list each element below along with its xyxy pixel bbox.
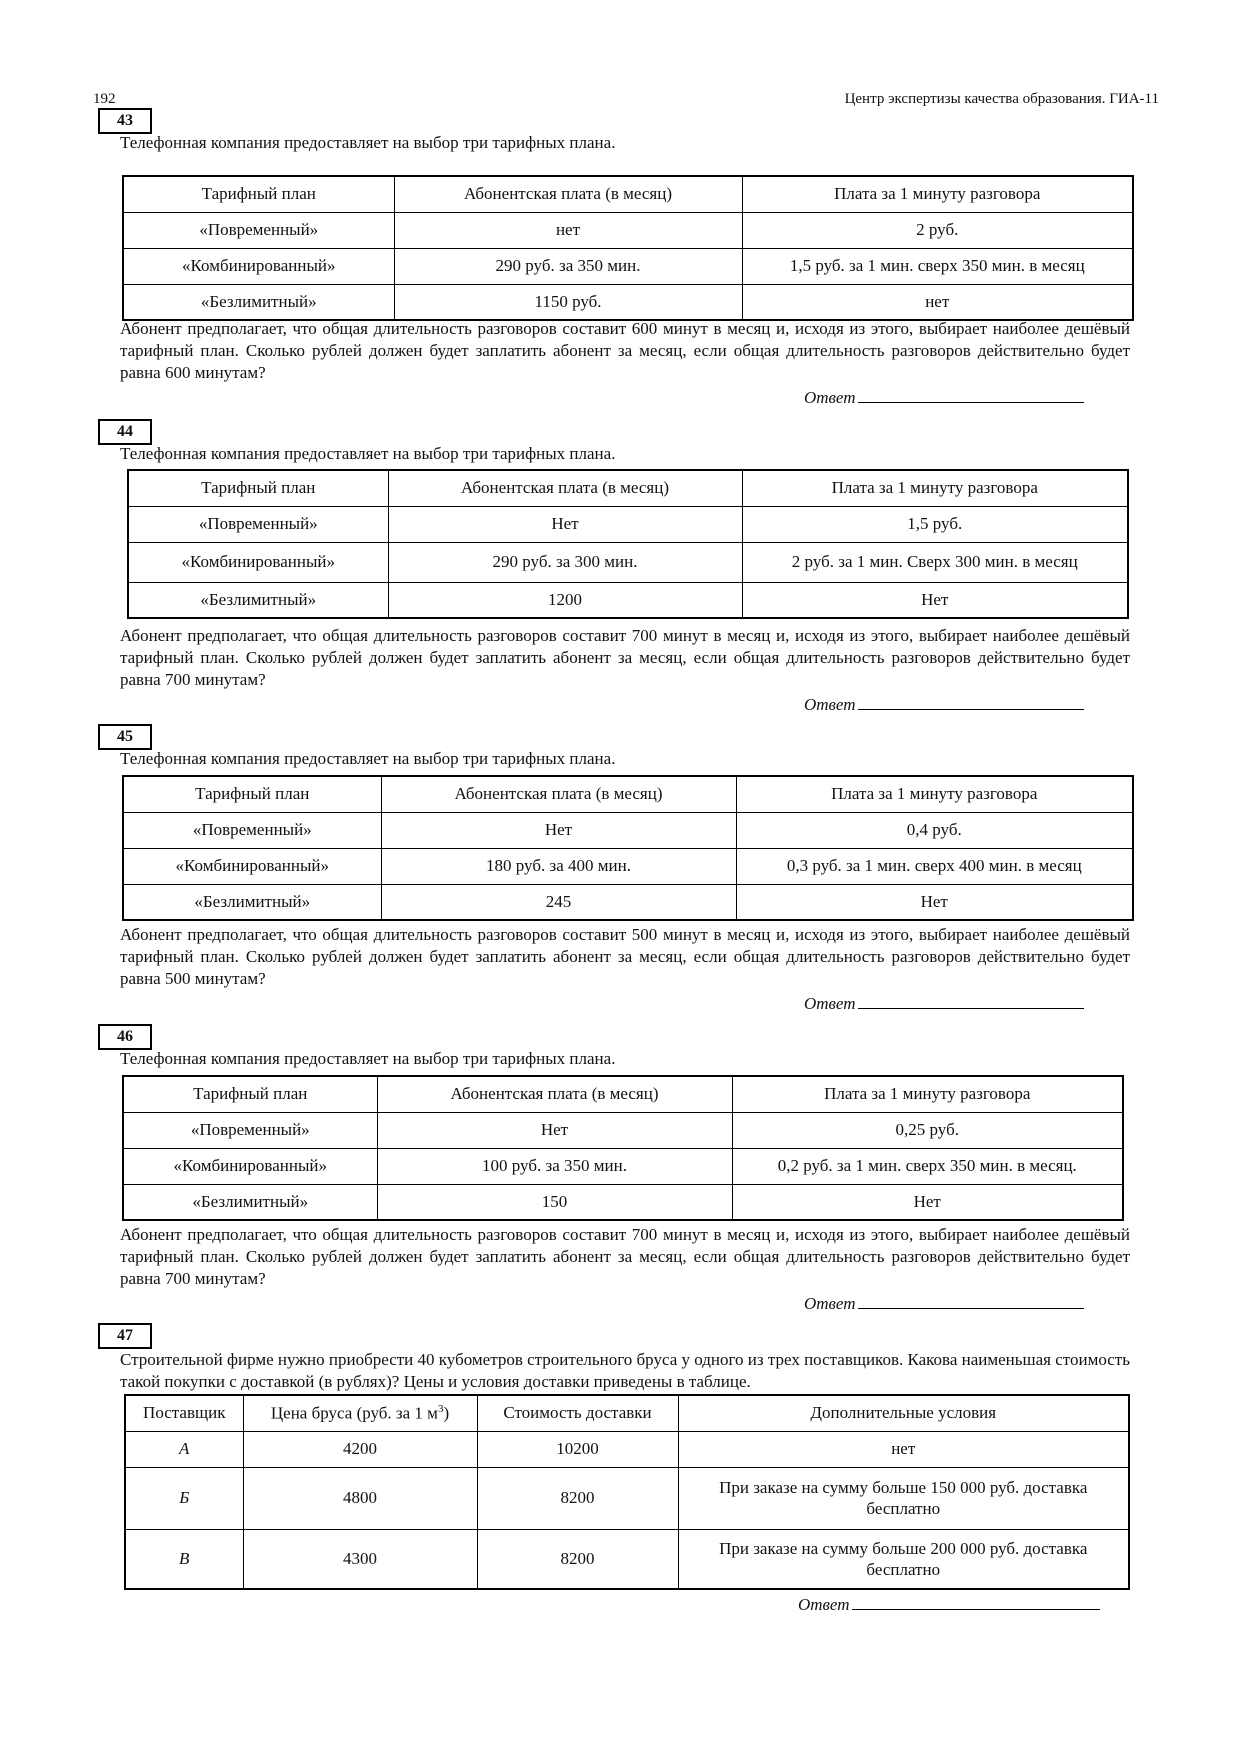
- table-cell: 0,2 руб. за 1 мин. сверх 350 мин. в месяц.: [732, 1148, 1123, 1184]
- column-header: Плата за 1 минуту разговора: [736, 776, 1133, 812]
- page-number: 192: [93, 91, 116, 107]
- supplier-cell: А: [125, 1431, 243, 1467]
- table-cell: 8200: [477, 1467, 678, 1529]
- table-cell: 150: [377, 1184, 732, 1220]
- table-cell: При заказе на сумму больше 150 000 руб. доставка бесплатно: [678, 1467, 1129, 1529]
- table-cell: «Комбинированный»: [128, 542, 388, 582]
- answer-field[interactable]: [804, 1292, 1084, 1314]
- column-header-text: Цена бруса (руб. за 1 м: [270, 1403, 438, 1423]
- task-intro: Телефонная компания предоставляет на выбор три тарифных плана.: [120, 749, 616, 768]
- task-intro: Телефонная компания предоставляет на выбор три тарифных плана.: [120, 133, 616, 152]
- table-cell: 100 руб. за 350 мин.: [377, 1148, 732, 1184]
- table-cell: При заказе на сумму больше 200 000 руб. доставка бесплатно: [678, 1529, 1129, 1589]
- task-number: 43: [98, 108, 152, 134]
- table-cell: нет: [678, 1431, 1129, 1467]
- column-header: Тарифный план: [123, 176, 394, 212]
- task-number: 45: [98, 724, 152, 750]
- supplier-cell: В: [125, 1529, 243, 1589]
- task-intro: Телефонная компания предоставляет на выбор три тарифных плана.: [120, 444, 616, 463]
- table-cell: 290 руб. за 300 мин.: [388, 542, 742, 582]
- table-cell: 290 руб. за 350 мин.: [394, 248, 742, 284]
- table-cell: «Повременный»: [123, 1112, 377, 1148]
- table-cell: 0,25 руб.: [732, 1112, 1123, 1148]
- answer-line[interactable]: [858, 992, 1084, 1009]
- table-cell: 10200: [477, 1431, 678, 1467]
- column-header: Поставщик: [125, 1395, 243, 1431]
- table-cell: 1200: [388, 582, 742, 618]
- answer-field[interactable]: [804, 386, 1084, 408]
- answer-label: Ответ: [804, 1294, 856, 1313]
- column-header: Плата за 1 минуту разговора: [742, 176, 1133, 212]
- column-header: Абонентская плата (в месяц): [381, 776, 736, 812]
- table-cell: 4200: [243, 1431, 477, 1467]
- table-cell: 4300: [243, 1529, 477, 1589]
- table-cell: «Безлимитный»: [128, 582, 388, 618]
- task-question: Абонент предполагает, что общая длительность разговоров составит 500 минут в месяц и, исходя из этого, выбирает наиболее дешёвый тарифный план. Сколько рублей должен будет заплатить абонент за месяц, если общая длительность разговоров действительно будет равна 500 минутам?: [120, 925, 1130, 988]
- task-number: 44: [98, 419, 152, 445]
- running-header: Центр экспертизы качества образования. ГИА-11: [844, 91, 1159, 107]
- table-cell: Нет: [381, 812, 736, 848]
- table-cell: «Комбинированный»: [123, 1148, 377, 1184]
- answer-line[interactable]: [858, 693, 1084, 710]
- answer-field[interactable]: [798, 1593, 1100, 1615]
- column-header: Абонентская плата (в месяц): [388, 470, 742, 506]
- table-cell: нет: [742, 284, 1133, 320]
- answer-line[interactable]: [858, 1292, 1084, 1309]
- table-cell: Нет: [742, 582, 1128, 618]
- tariff-table: [122, 1075, 1124, 1221]
- column-header: Тарифный план: [128, 470, 388, 506]
- column-header: Абонентская плата (в месяц): [377, 1076, 732, 1112]
- task-number: 46: [98, 1024, 152, 1050]
- table-cell: 0,3 руб. за 1 мин. сверх 400 мин. в месяц: [736, 848, 1133, 884]
- tariff-table: [127, 469, 1129, 619]
- supplier-table: [124, 1394, 1130, 1590]
- column-header: Плата за 1 минуту разговора: [742, 470, 1128, 506]
- column-header-text: ): [443, 1403, 450, 1423]
- task-question: Абонент предполагает, что общая длительность разговоров составит 700 минут в месяц и, исходя из этого, выбирает наиболее дешёвый тарифный план. Сколько рублей должен будет заплатить абонент за месяц, если общая длительность разговоров действительно будет равна 700 минутам?: [120, 1225, 1130, 1288]
- table-cell: Нет: [388, 506, 742, 542]
- table-cell: 2 руб. за 1 мин. Сверх 300 мин. в месяц: [742, 542, 1128, 582]
- table-cell: 180 руб. за 400 мин.: [381, 848, 736, 884]
- table-cell: нет: [394, 212, 742, 248]
- column-header: Дополнительные условия: [678, 1395, 1129, 1431]
- table-cell: «Повременный»: [128, 506, 388, 542]
- task-question: Абонент предполагает, что общая длительность разговоров составит 600 минут в месяц и, исходя из этого, выбирает наиболее дешёвый тарифный план. Сколько рублей должен будет заплатить абонент за месяц, если общая длительность разговоров действительно будет равна 600 минутам?: [120, 319, 1130, 382]
- table-cell: «Безлимитный»: [123, 284, 394, 320]
- supplier-cell: Б: [125, 1467, 243, 1529]
- column-header: [243, 1395, 477, 1431]
- task-number: 47: [98, 1323, 152, 1349]
- tariff-table: [122, 175, 1134, 321]
- column-header: Тарифный план: [123, 776, 381, 812]
- answer-field[interactable]: [804, 992, 1084, 1014]
- superscript: 3: [437, 1402, 444, 1415]
- table-cell: 1,5 руб.: [742, 506, 1128, 542]
- table-cell: «Комбинированный»: [123, 848, 381, 884]
- answer-label: Ответ: [804, 994, 856, 1013]
- table-cell: 2 руб.: [742, 212, 1133, 248]
- tariff-table: [122, 775, 1134, 921]
- table-cell: 0,4 руб.: [736, 812, 1133, 848]
- column-header: Стоимость доставки: [477, 1395, 678, 1431]
- table-cell: 245: [381, 884, 736, 920]
- column-header: Тарифный план: [123, 1076, 377, 1112]
- task-intro: Телефонная компания предоставляет на выбор три тарифных плана.: [120, 1049, 616, 1068]
- table-cell: «Комбинированный»: [123, 248, 394, 284]
- table-cell: «Повременный»: [123, 212, 394, 248]
- task-intro: Строительной фирме нужно приобрести 40 кубометров строительного бруса у одного из трех поставщиков. Какова наименьшая стоимость такой покупки с доставкой (в рублях)? Цены и условия доставки приведены в таблице.: [120, 1350, 1130, 1391]
- answer-field[interactable]: [804, 693, 1084, 715]
- task-question: Абонент предполагает, что общая длительность разговоров составит 700 минут в месяц и, исходя из этого, выбирает наиболее дешёвый тарифный план. Сколько рублей должен будет заплатить абонент за месяц, если общая длительность разговоров действительно будет равна 700 минутам?: [120, 626, 1130, 689]
- table-cell: 1,5 руб. за 1 мин. сверх 350 мин. в месяц: [742, 248, 1133, 284]
- answer-label: Ответ: [798, 1595, 850, 1614]
- answer-label: Ответ: [804, 388, 856, 407]
- table-cell: «Повременный»: [123, 812, 381, 848]
- table-cell: «Безлимитный»: [123, 1184, 377, 1220]
- table-cell: Нет: [736, 884, 1133, 920]
- column-header: Абонентская плата (в месяц): [394, 176, 742, 212]
- answer-line[interactable]: [852, 1593, 1100, 1610]
- table-cell: 1150 руб.: [394, 284, 742, 320]
- table-cell: Нет: [732, 1184, 1123, 1220]
- table-cell: 4800: [243, 1467, 477, 1529]
- table-cell: Нет: [377, 1112, 732, 1148]
- answer-label: Ответ: [804, 695, 856, 714]
- answer-line[interactable]: [858, 386, 1084, 403]
- column-header: Плата за 1 минуту разговора: [732, 1076, 1123, 1112]
- table-cell: «Безлимитный»: [123, 884, 381, 920]
- table-cell: 8200: [477, 1529, 678, 1589]
